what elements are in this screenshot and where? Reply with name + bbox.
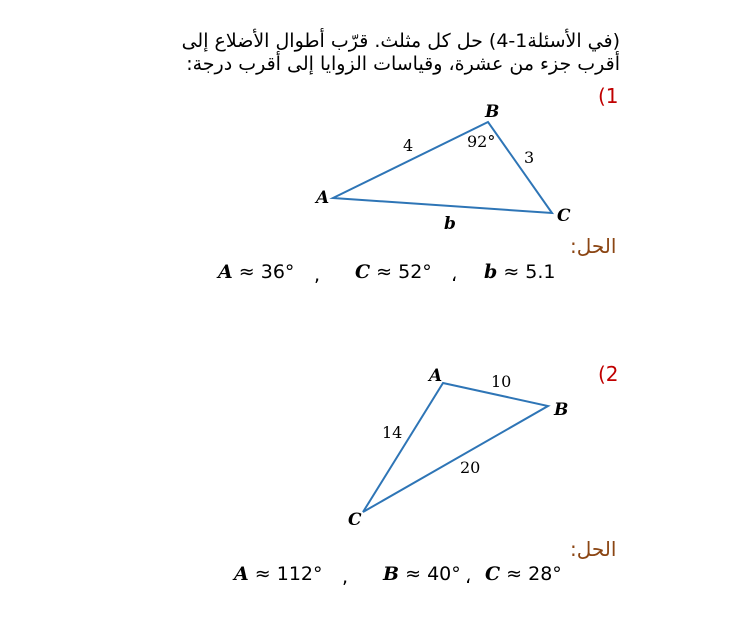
triangle-2-vertex-a: A <box>429 366 443 386</box>
problem-1-answer-a-var: A <box>218 261 233 283</box>
instructions-line-1: (في الأسئلة1-4) حل كل مثلث. قرّب أطوال الأضلاع إلى <box>181 30 620 52</box>
triangle-1-angle-b: 92° <box>467 132 496 151</box>
problem-2-answer-c-val: ≈ 28° <box>506 563 562 585</box>
problem-2-answer-c <box>485 563 562 585</box>
problem-2-solution-label: الحل: <box>570 537 617 561</box>
triangle-1 <box>333 122 552 213</box>
problem-1-answer-b <box>484 261 556 283</box>
problem-1-answer-c <box>355 261 432 283</box>
triangle-1-side-ac: b <box>444 214 456 234</box>
triangle-1-vertex-c: C <box>557 206 571 226</box>
problem-2-sep-1: , <box>342 566 349 588</box>
problem-1-solution-label: الحل: <box>570 234 617 258</box>
triangle-2-side-bc: 20 <box>460 458 481 477</box>
instructions <box>100 30 620 76</box>
triangle-2-vertex-c: C <box>348 510 362 530</box>
problem-1-answer-a-val: ≈ 36° <box>238 261 295 283</box>
problem-1-answer-b-val: ≈ 5.1 <box>503 261 556 283</box>
problem-2-answer-b <box>383 563 461 585</box>
triangle-2-vertex-b: B <box>554 400 569 420</box>
instructions-line-2: أقرب جزء من عشرة، وقياسات الزوايا إلى أقرب درجة: <box>186 53 620 75</box>
triangle-2-side-ab: 10 <box>491 372 512 391</box>
problem-2-answer-b-var: B <box>383 563 400 585</box>
problem-2-answer-a <box>234 563 323 585</box>
problem-2-number: (2 <box>598 362 619 386</box>
triangle-1-side-ab: 4 <box>403 136 414 155</box>
problem-1-sep-2: ، <box>451 264 458 286</box>
triangle-1-figure <box>300 95 600 240</box>
problem-2-answer-b-val: ≈ 40° <box>405 563 461 585</box>
problem-1-answer-b-var: b <box>484 261 498 283</box>
triangle-1-side-bc: 3 <box>524 148 535 167</box>
triangle-1-vertex-b: B <box>485 102 500 122</box>
triangle-2-side-ac: 14 <box>382 423 403 442</box>
problem-1-answer-c-val: ≈ 52° <box>376 261 432 283</box>
problem-1-answer-a <box>218 261 294 283</box>
problem-1-answer-c-var: C <box>355 261 371 283</box>
problem-1-sep-1: , <box>314 264 321 286</box>
triangle-2 <box>363 383 548 512</box>
problem-2-answer-a-var: A <box>234 563 249 585</box>
problem-1-number: (1 <box>598 84 619 108</box>
problem-2-answer-c-var: C <box>485 563 501 585</box>
problem-2-answer-a-val: ≈ 112° <box>254 563 323 585</box>
problem-2-sep-2: ، <box>465 566 472 588</box>
triangle-2-figure <box>340 360 580 535</box>
triangle-1-vertex-a: A <box>316 188 330 208</box>
